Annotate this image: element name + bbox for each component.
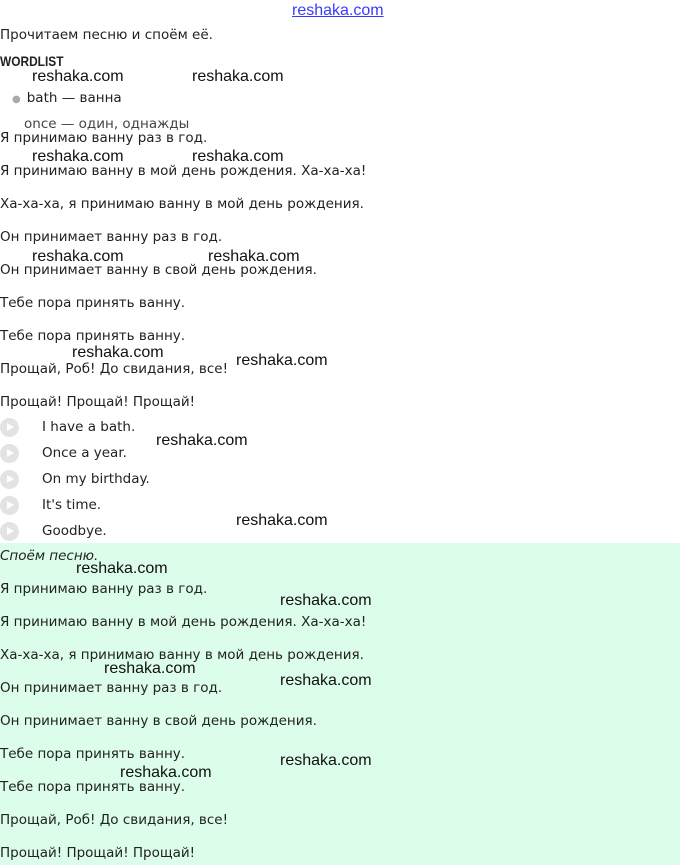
song-line: Ха-ха-ха, я принимаю ванну в мой день рождения. <box>0 647 364 663</box>
play-icon[interactable] <box>0 418 19 437</box>
watermark: reshaka.com <box>280 672 372 689</box>
song-line: Я принимаю ванну раз в год. <box>0 581 208 597</box>
song-line: Тебе пора принять ванну. <box>0 746 186 762</box>
watermark: reshaka.com <box>208 248 300 265</box>
watermark: reshaka.com <box>280 752 372 769</box>
audio-phrase-row <box>0 494 102 516</box>
audio-phrase: Goodbye. <box>42 523 107 539</box>
audio-phrase-row <box>0 442 127 464</box>
song-line: Я принимаю ванну раз в год. <box>0 130 208 146</box>
wordlist-item-clipped: once — один, однажды <box>24 116 190 132</box>
song-line: Ха-ха-ха, я принимаю ванну в мой день рождения. <box>0 196 364 212</box>
watermark: reshaka.com <box>156 432 248 449</box>
song-line: Прощай! Прощай! Прощай! <box>0 845 196 861</box>
audio-phrase-row <box>0 468 150 490</box>
audio-phrase-row <box>0 416 136 438</box>
song-line: Он принимает ванну в свой день рождения. <box>0 713 317 729</box>
play-icon[interactable] <box>0 470 19 489</box>
watermark: reshaka.com <box>76 560 168 577</box>
watermark: reshaka.com <box>32 68 124 85</box>
audio-phrase-row <box>0 520 107 542</box>
section-title: Споём песню. <box>0 548 99 564</box>
play-icon[interactable] <box>0 522 19 541</box>
watermark: reshaka.com <box>104 660 196 677</box>
watermark: reshaka.com <box>236 512 328 529</box>
watermark: reshaka.com <box>236 352 328 369</box>
play-icon[interactable] <box>0 444 19 463</box>
play-icon[interactable] <box>0 496 19 515</box>
intro-text: Прочитаем песню и споём её. <box>0 27 213 43</box>
watermark: reshaka.com <box>32 248 124 265</box>
watermark: reshaka.com <box>192 68 284 85</box>
watermark: reshaka.com <box>120 764 212 781</box>
watermark: reshaka.com <box>280 592 372 609</box>
bullet-icon: ● <box>12 94 21 105</box>
song-line: Тебе пора принять ванну. <box>0 295 186 311</box>
watermark: reshaka.com <box>192 148 284 165</box>
wordlist-title: WORDLIST <box>0 53 64 69</box>
song-line: Он принимает ванну раз в год. <box>0 680 223 696</box>
song-line: Тебе пора принять ванну. <box>0 328 186 344</box>
wordlist-item-text: bath — ванна <box>26 90 122 106</box>
song-line: Он принимает ванну раз в год. <box>0 229 223 245</box>
watermark: reshaka.com <box>72 344 164 361</box>
song-line: Он принимает ванну в свой день рождения. <box>0 262 317 278</box>
song-line: Прощай! Прощай! Прощай! <box>0 394 196 410</box>
audio-phrase: Once a year. <box>42 445 127 461</box>
song-line: Я принимаю ванну в мой день рождения. Ха-ха-ха! <box>0 163 367 179</box>
wordlist-item <box>12 90 122 106</box>
audio-phrase: It's time. <box>42 497 102 513</box>
song-line: Прощай, Роб! До свидания, все! <box>0 812 229 828</box>
song-line: Прощай, Роб! До свидания, все! <box>0 361 229 377</box>
audio-phrase: On my birthday. <box>42 471 150 487</box>
watermark: reshaka.com <box>32 148 124 165</box>
audio-phrase: I have a bath. <box>42 419 136 435</box>
site-link[interactable]: reshaka.com <box>292 2 384 19</box>
song-line: Тебе пора принять ванну. <box>0 779 186 795</box>
song-line: Я принимаю ванну в мой день рождения. Ха-ха-ха! <box>0 614 367 630</box>
